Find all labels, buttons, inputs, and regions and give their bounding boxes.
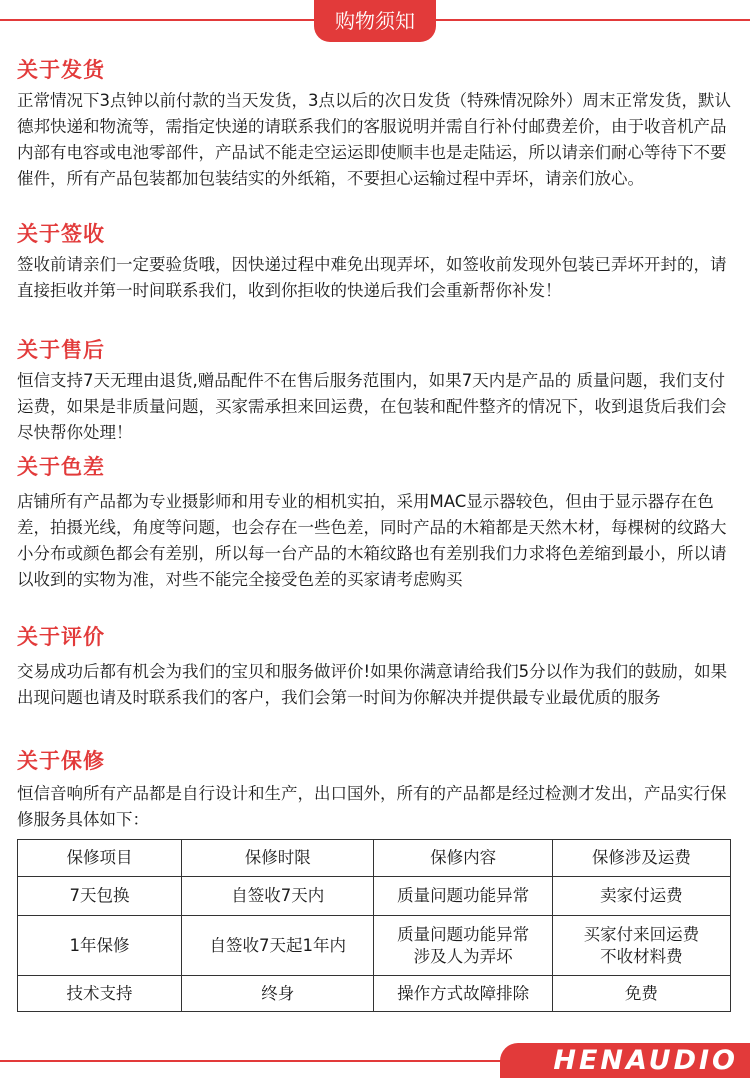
page-title-banner [314, 0, 436, 42]
table-cell: 自签收7天内 [181, 877, 374, 916]
table-cell: 买家付来回运费 不收材料费 [552, 916, 730, 976]
section-text-color-difference: 店铺所有产品都为专业摄影师和用专业的相机实拍，采用MAC显示器较色，但由于显示器存在色差，拍摄光线，角度等问题，也会存在一些色差，同时产品的木箱都是天然木材，每棵树的纹路大小分布或颜色都会有差别，所以每一台产品的木箱纹路也有差别我们力求将色差缩到最小，所以请以收到的实物为准，对些不能完全接受色差的买家请考虑购买 [17, 492, 727, 589]
table-cell: 终身 [181, 976, 374, 1012]
table-cell: 技术支持 [18, 976, 182, 1012]
section-text-signing: 签收前请亲们一定要验货哦，因快递过程中难免出现弄坏，如签收前发现外包装已弄坏开封的，请直接拒收并第一时间联系我们，收到你拒收的快递后我们会重新帮你补发！ [17, 255, 727, 300]
section-text-after-sales: 恒信支持7天无理由退货,赠品配件不在售后服务范围内，如果7天内是产品的 质量问题，我们支付运费，如果是非质量问题，买家需承担来回运费，在包装和配件整齐的情况下，收到退货后我们会尽快帮你处理！ [17, 371, 727, 442]
table-cell: 质量问题功能异常 [374, 877, 552, 916]
table-header-cell: 保修项目 [18, 840, 182, 877]
table-cell: 自签收7天起1年内 [181, 916, 374, 976]
page-title: 购物须知 [335, 9, 415, 33]
section-title-after-sales: 关于售后 [17, 338, 105, 362]
table-cell: 1年保修 [18, 916, 182, 976]
section-title-review: 关于评价 [17, 625, 105, 649]
table-cell: 操作方式故障排除 [374, 976, 552, 1012]
table-header-row [18, 840, 731, 877]
section-title-warranty: 关于保修 [17, 749, 105, 773]
table-row [18, 877, 731, 916]
section-text-shipping: 正常情况下3点钟以前付款的当天发货，3点以后的次日发货（特殊情况除外）周末正常发货，默认德邦快递和物流等，需指定快递的请联系我们的客服说明并需自行补付邮费差价，由于收音机产品内部有电容或电池零部件，产品试不能走空运运即使顺丰也是走陆运，所以请亲们耐心等待下不要催件，所有产品包装都加包装结实的外纸箱，不要担心运输过程中弄坏，请亲们放心。 [17, 91, 731, 188]
table-cell: 卖家付运费 [552, 877, 730, 916]
footer-rule [0, 1060, 520, 1062]
table-header-cell: 保修内容 [374, 840, 552, 877]
table-header-cell: 保修时限 [181, 840, 374, 877]
section-text-review: 交易成功后都有机会为我们的宝贝和服务做评价!如果你满意请给我们5分以作为我们的鼓励，如果出现问题也请及时联系我们的客户，我们会第一时间为你解决并提供最专业最优质的服务 [17, 662, 728, 707]
table-row [18, 916, 731, 976]
warranty-table [17, 839, 731, 1012]
section-title-signing: 关于签收 [17, 222, 105, 246]
section-text-warranty: 恒信音响所有产品都是自行设计和生产，出口国外，所有的产品都是经过检测才发出，产品实行保修服务具体如下： [17, 784, 727, 829]
table-cell: 质量问题功能异常 涉及人为弄坏 [374, 916, 552, 976]
section-title-color-difference: 关于色差 [17, 455, 105, 479]
table-cell: 免费 [552, 976, 730, 1012]
brand-logo: HENAUDIO [553, 1045, 738, 1076]
footer [0, 1043, 750, 1078]
table-row [18, 976, 731, 1012]
section-title-shipping: 关于发货 [17, 58, 105, 82]
table-header-cell: 保修涉及运费 [552, 840, 730, 877]
table-cell: 7天包换 [18, 877, 182, 916]
